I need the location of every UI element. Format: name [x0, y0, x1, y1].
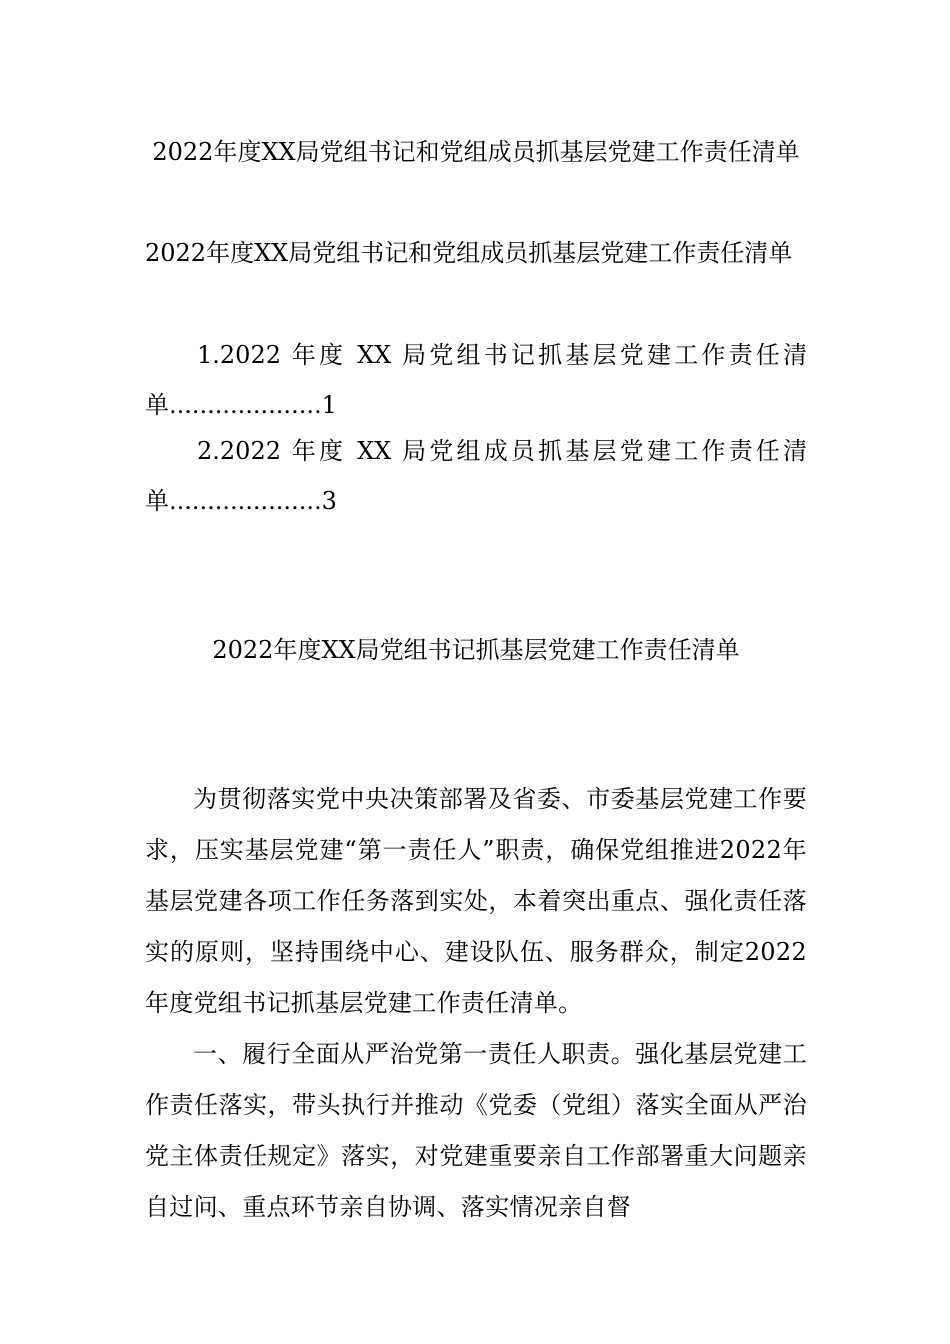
- toc-entry-2-page: 3: [321, 487, 337, 515]
- toc-entry-1: [145, 330, 807, 430]
- paragraph-1: 为贯彻落实党中央决策部署及省委、市委基层党建工作要求，压实基层党建“第一责任人”职责，确保党组推进2022年基层党建各项工作任务落到实处，本着突出重点、强化责任落实的原则，坚持围绕中心、建设队伍、服务群众，制定2022年度党组书记抓基层党建工作责任清单。: [145, 785, 807, 1017]
- toc-entry-2: [145, 426, 807, 526]
- toc-entry-2-dots: ....................: [169, 487, 322, 515]
- paragraph-2: 一、履行全面从严治党第一责任人职责。强化基层党建工作责任落实，带头执行并推动《党委（党组）落实全面从严治党主体责任规定》落实，对党建重要亲自工作部署重大问题亲自过问、重点环节亲自协调、落实情况亲自督: [145, 1040, 807, 1221]
- toc-entry-1-page: 1: [321, 391, 337, 419]
- document-subtitle: 2022年度XX局党组书记和党组成员抓基层党建工作责任清单: [145, 239, 793, 267]
- toc-entry-2-text: 2.2022 年度 XX 局党组成员抓基层党建工作责任清单: [145, 437, 807, 515]
- toc-entry-1-dots: ....................: [169, 391, 322, 419]
- body-text: [145, 774, 807, 1233]
- section-title: 2022年度XX局党组书记抓基层党建工作责任清单: [212, 636, 740, 664]
- toc-entry-1-text: 1.2022 年度 XX 局党组书记抓基层党建工作责任清单: [145, 341, 807, 419]
- document-title: 2022年度XX局党组书记和党组成员抓基层党建工作责任清单: [152, 138, 800, 166]
